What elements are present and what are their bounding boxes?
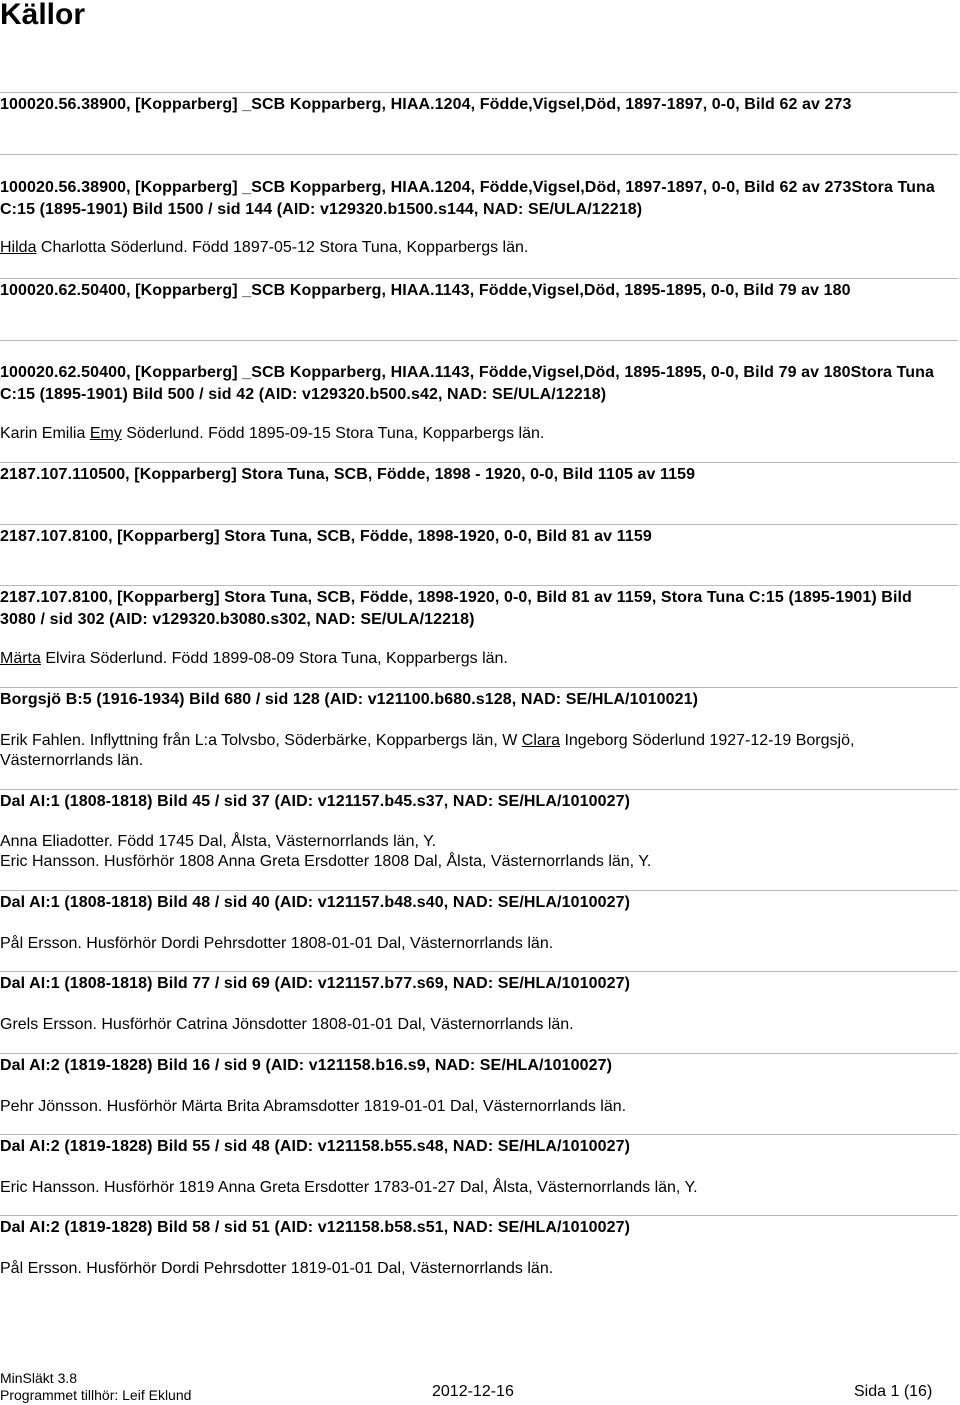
footer-date: 2012-12-16 xyxy=(432,1383,514,1400)
source-citation: 100020.56.38900, [Kopparberg] _SCB Kopparberg, HIAA.1204, Födde,Vigsel,Död, 1897-1897, 0-0, Bild 62 av 273Stora Tuna C:15 (1895-1901) Bild 1500 / sid 144 (AID: v129320.b1500.s144, NAD: SE/ULA/12218) xyxy=(0,179,935,218)
separator-rule xyxy=(0,1053,958,1054)
separator-rule xyxy=(0,462,958,463)
source-citation: Dal AI:2 (1819-1828) Bild 58 / sid 51 (AID: v121158.b58.s51, NAD: SE/HLA/1010027) xyxy=(0,1219,631,1236)
person-reference xyxy=(0,649,950,669)
person-reference xyxy=(0,424,950,444)
source-citation: 100020.62.50400, [Kopparberg] _SCB Kopparberg, HIAA.1143, Födde,Vigsel,Död, 1895-1895, 0-0, Bild 79 av 180 xyxy=(0,282,851,299)
person-reference: Pål Ersson. Husförhör Dordi Pehrsdotter 1819-01-01 Dal, Västernorrlands län. xyxy=(0,1260,554,1277)
footer-program-info xyxy=(0,1370,191,1404)
person-reference: Pehr Jönsson. Husförhör Märta Brita Abramsdotter 1819-01-01 Dal, Västernorrlands län. xyxy=(0,1098,627,1115)
separator-rule xyxy=(0,340,958,341)
person-reference: Pål Ersson. Husförhör Dordi Pehrsdotter 1808-01-01 Dal, Västernorrlands län. xyxy=(0,935,554,952)
source-citation: 2187.107.8100, [Kopparberg] Stora Tuna, SCB, Födde, 1898-1920, 0-0, Bild 81 av 1159 xyxy=(0,528,652,545)
source-citation: Dal AI:2 (1819-1828) Bild 55 / sid 48 (AID: v121158.b55.s48, NAD: SE/HLA/1010027) xyxy=(0,1138,631,1155)
source-citation: 100020.56.38900, [Kopparberg] _SCB Kopparberg, HIAA.1204, Födde,Vigsel,Död, 1897-1897, 0-0, Bild 62 av 273 xyxy=(0,96,852,113)
person-details: Charlotta Söderlund. Född 1897-05-12 Stora Tuna, Kopparbergs län. xyxy=(36,239,529,256)
first-name-link[interactable]: Clara xyxy=(521,732,560,749)
page-title: Källor xyxy=(0,0,86,31)
separator-rule xyxy=(0,278,958,279)
separator-rule xyxy=(0,971,958,972)
separator-rule xyxy=(0,789,958,790)
person-name: Erik Fahlen. Inflyttning från L:a Tolvsbo, Söderbärke, Kopparbergs län, W xyxy=(0,732,522,749)
source-citation: 2187.107.8100, [Kopparberg] Stora Tuna, SCB, Födde, 1898-1920, 0-0, Bild 81 av 1159, Stora Tuna C:15 (1895-1901) Bild 3080 / sid 302 (AID: v129320.b3080.s302, NAD: SE/ULA/12218) xyxy=(0,589,912,628)
first-name-link[interactable]: Emy xyxy=(89,425,122,442)
source-citation: 2187.107.110500, [Kopparberg] Stora Tuna, SCB, Födde, 1898 - 1920, 0-0, Bild 1105 av 1159 xyxy=(0,466,696,483)
source-citation: Dal AI:1 (1808-1818) Bild 48 / sid 40 (AID: v121157.b48.s40, NAD: SE/HLA/1010027) xyxy=(0,894,631,911)
source-citation: Borgsjö B:5 (1916-1934) Bild 680 / sid 128 (AID: v121100.b680.s128, NAD: SE/HLA/1010021) xyxy=(0,691,699,708)
first-name-link[interactable]: Hilda xyxy=(0,239,37,256)
separator-rule xyxy=(0,890,958,891)
person-reference: Eric Hansson. Husförhör 1808 Anna Greta Ersdotter 1808 Dal, Ålsta, Västernorrlands län, Y. xyxy=(0,853,652,870)
person-details: Elvira Söderlund. Född 1899-08-09 Stora Tuna, Kopparbergs län. xyxy=(40,650,508,667)
person-reference xyxy=(0,731,950,771)
separator-rule xyxy=(0,1215,958,1216)
source-citation: Dal AI:1 (1808-1818) Bild 77 / sid 69 (AID: v121157.b77.s69, NAD: SE/HLA/1010027) xyxy=(0,975,631,992)
person-reference xyxy=(0,238,950,258)
separator-rule xyxy=(0,524,958,525)
footer-owner: Programmet tillhör: Leif Eklund xyxy=(0,1387,192,1403)
person-details: Ingeborg Söderlund 1927-12-19 Borgsjö, Västernorrlands län. xyxy=(0,732,855,769)
separator-rule xyxy=(0,585,958,586)
person-reference: Anna Eliadotter. Född 1745 Dal, Ålsta, Västernorrlands län, Y. xyxy=(0,833,437,850)
source-citation: Dal AI:2 (1819-1828) Bild 16 / sid 9 (AID: v121158.b16.s9, NAD: SE/HLA/1010027) xyxy=(0,1057,613,1074)
footer-app-version: MinSläkt 3.8 xyxy=(0,1370,78,1386)
person-details: Söderlund. Född 1895-09-15 Stora Tuna, Kopparbergs län. xyxy=(121,425,545,442)
source-citation: 100020.62.50400, [Kopparberg] _SCB Kopparberg, HIAA.1143, Födde,Vigsel,Död, 1895-1895, 0-0, Bild 79 av 180Stora Tuna C:15 (1895-1901) Bild 500 / sid 42 (AID: v129320.b500.s42, NAD: SE/ULA/12218) xyxy=(0,364,935,403)
person-reference: Grels Ersson. Husförhör Catrina Jönsdotter 1808-01-01 Dal, Västernorrlands län. xyxy=(0,1016,574,1033)
separator-rule xyxy=(0,92,958,93)
separator-rule xyxy=(0,154,958,155)
separator-rule xyxy=(0,687,958,688)
person-reference: Eric Hansson. Husförhör 1819 Anna Greta Ersdotter 1783-01-27 Dal, Ålsta, Västernorrlands län, Y. xyxy=(0,1179,698,1196)
footer-page-number: Sida 1 (16) xyxy=(854,1383,933,1400)
person-name: Karin Emilia xyxy=(0,425,90,442)
separator-rule xyxy=(0,1134,958,1135)
source-citation: Dal AI:1 (1808-1818) Bild 45 / sid 37 (AID: v121157.b45.s37, NAD: SE/HLA/1010027) xyxy=(0,793,631,810)
first-name-link[interactable]: Märta xyxy=(0,650,41,667)
